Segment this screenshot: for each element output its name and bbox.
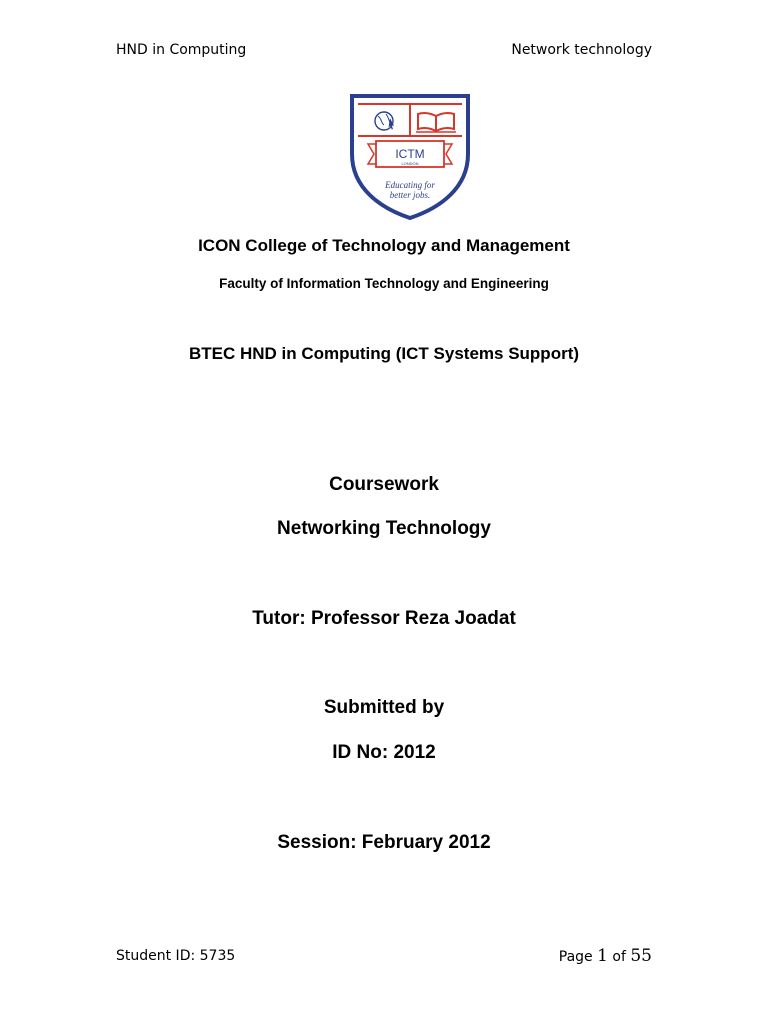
tutor-name: Tutor: Professor Reza Joadat bbox=[252, 608, 516, 629]
college-name: ICON College of Technology and Management bbox=[198, 236, 570, 255]
logo-name-text: ICTM bbox=[395, 147, 425, 161]
page-of: of bbox=[612, 949, 626, 965]
submitted-by-label: Submitted by bbox=[323, 697, 445, 718]
coursework-heading: Coursework bbox=[329, 474, 439, 495]
logo-motto-line1: Educating for bbox=[385, 180, 435, 190]
logo-motto-line2: better jobs. bbox=[389, 190, 431, 200]
page-label: Page bbox=[558, 949, 593, 965]
page-total: 55 bbox=[630, 946, 652, 966]
college-crest-logo bbox=[348, 92, 472, 220]
programme-title: BTEC HND in Computing (ICT Systems Support) bbox=[188, 344, 580, 363]
module-title: Networking Technology bbox=[277, 518, 491, 539]
logo-city-text: LONDON bbox=[401, 161, 419, 166]
header-module-name: Network technology bbox=[511, 42, 652, 58]
footer-student-id: Student ID: 5735 bbox=[116, 948, 236, 964]
footer-page-number bbox=[559, 946, 652, 966]
session-date: Session: February 2012 bbox=[277, 832, 491, 853]
header-course-name: HND in Computing bbox=[116, 42, 247, 58]
faculty-name: Faculty of Information Technology and Engineering bbox=[219, 276, 549, 291]
id-number: ID No: 2012 bbox=[332, 742, 436, 763]
page-current: 1 bbox=[597, 946, 608, 966]
